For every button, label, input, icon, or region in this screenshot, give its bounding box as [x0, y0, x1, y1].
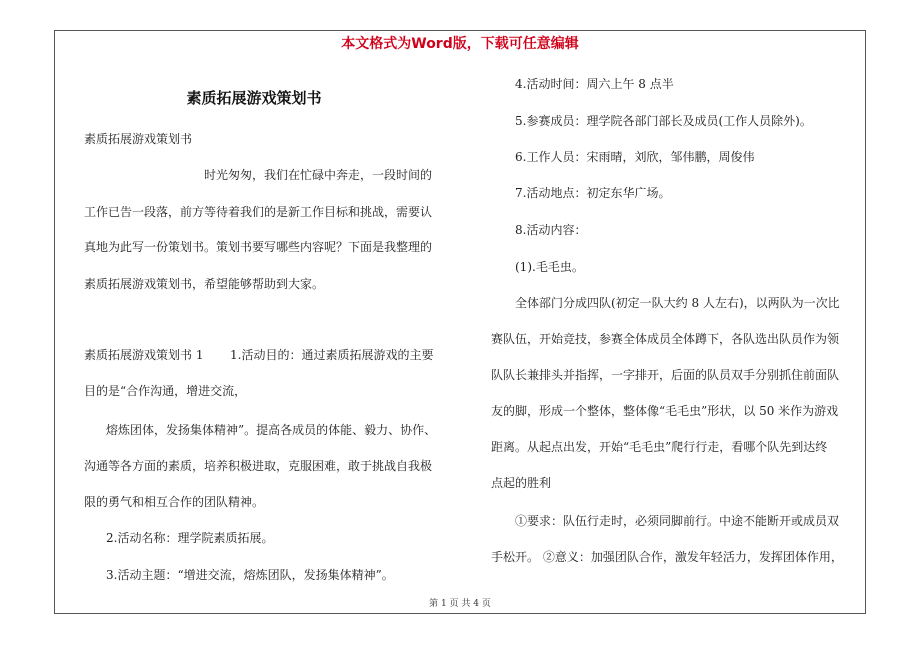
intro-line: 素质拓展游戏策划书，希望能够帮助到大家。	[84, 277, 325, 291]
game-desc-line: 友的脚，形成一个整体，整体像“毛毛虫”形状，以 50 米作为游戏	[491, 404, 839, 418]
document-title: 素质拓展游戏策划书	[186, 89, 322, 107]
format-banner: 本文格式为Word版，下载可任意编辑	[341, 36, 579, 52]
item-activity-name: 2.活动名称：理学院素质拓展。	[106, 531, 274, 545]
purpose-line: 熔炼团体，发扬集体精神”。提高各成员的体能、毅力、协作、	[106, 423, 437, 437]
purpose-line: 限的勇气和相互合作的团队精神。	[84, 495, 265, 509]
game-desc-line: 队队长兼排头并指挥，一字排开，后面的队员双手分别抓住前面队	[491, 368, 840, 382]
game-desc-line: 全体部门分成四队(初定一队大约 8 人左右)，以两队为一次比	[515, 296, 840, 310]
game-desc-line: 赛队伍，开始竞技，参赛全体成员全体蹲下，各队选出队员作为领	[491, 332, 840, 346]
purpose-line: 沟通等各方面的素质，培养积极进取，克服困难，敢于挑战自我极	[84, 459, 433, 473]
section-heading: 素质拓展游戏策划书 1	[84, 348, 204, 362]
intro-line: 时光匆匆，我们在忙碌中奔走，一段时间的	[204, 168, 433, 182]
purpose-line: 目的是“合作沟通，增进交流，	[84, 384, 247, 398]
game-desc-line: 点起的胜利	[491, 476, 552, 490]
requirement-line: 手松开。 ②意义：加强团队合作，激发年轻活力，发挥团体作用，	[491, 550, 843, 564]
subtitle: 素质拓展游戏策划书	[84, 132, 193, 146]
item-activity-theme: 3.活动主题：“增进交流，熔炼团队，发扬集体精神”。	[106, 568, 394, 582]
item-location: 7.活动地点：初定东华广场。	[515, 186, 671, 200]
item-participants: 5.参赛成员：理学院各部门部长及成员(工作人员除外)。	[515, 114, 812, 128]
game-desc-line: 距离。从起点出发，开始“毛毛虫”爬行行走，看哪个队先到达终	[491, 440, 828, 454]
page-number: 第 1 页 共 4 页	[429, 599, 491, 609]
item-activity-time: 4.活动时间：周六上午 8 点半	[515, 77, 674, 91]
game-heading: (1).毛毛虫。	[515, 260, 584, 274]
requirement-line: ①要求：队伍行走时，必须同脚前行。中途不能断开或成员双	[515, 514, 840, 528]
intro-line: 真地为此写一份策划书。策划书要写哪些内容呢？下面是我整理的	[84, 240, 433, 254]
item-staff: 6.工作人员：宋雨晴，刘欣，邹伟鹏，周俊伟	[515, 150, 755, 164]
purpose-line: 1.活动目的：通过素质拓展游戏的主要	[230, 348, 434, 362]
item-content: 8.活动内容：	[515, 223, 587, 237]
intro-line: 工作已告一段落，前方等待着我们的是新工作目标和挑战，需要认	[84, 205, 433, 219]
